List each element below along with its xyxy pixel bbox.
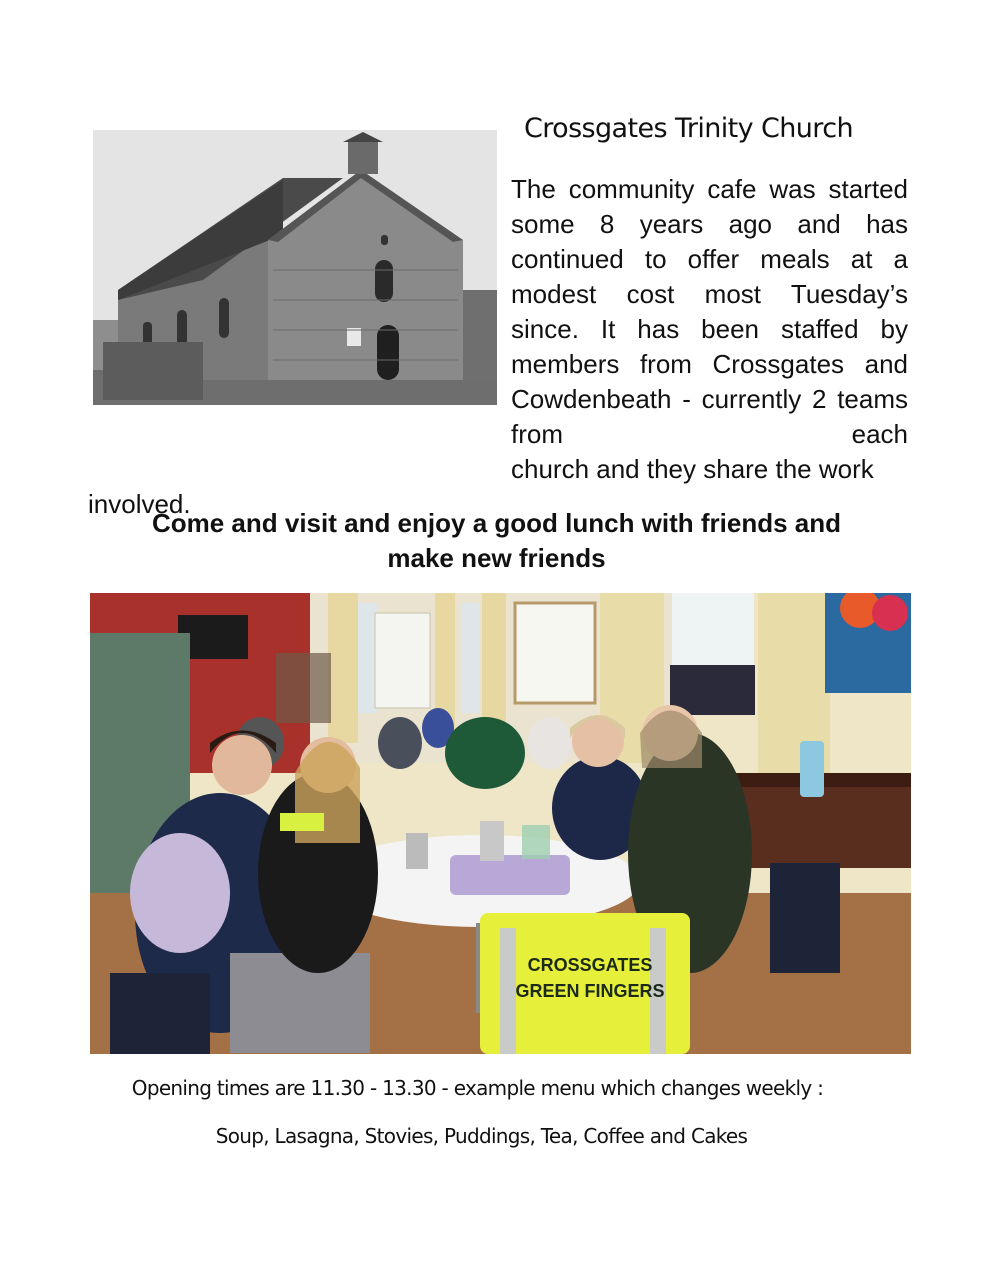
- cafe-illustration: [90, 593, 911, 1054]
- opening-times: Opening times are 11.30 - 13.30 - example menu which changes weekly :: [131, 1076, 824, 1100]
- call-to-action-line-2: make new friends: [387, 543, 606, 573]
- page-title: Crossgates Trinity Church: [524, 113, 853, 144]
- intro-paragraph: [88, 172, 908, 522]
- photo-wrap-spacer: [88, 172, 511, 454]
- menu-items: Soup, Lasagna, Stovies, Puddings, Tea, Coffee and Cakes: [215, 1124, 748, 1148]
- intro-tail-text: church and they share the work involved.: [88, 454, 874, 519]
- cafe-photo: [90, 593, 911, 1054]
- call-to-action-line-1: Come and visit and enjoy a good lunch with friends and: [151, 508, 842, 538]
- intro-lead-text: The community cafe was started some 8 years ago and has continued to offer meals at a modest cost most Tuesday’s since. It has been staffed by members from Crossgates and Cowdenbeath - currently 2 teams from each: [511, 174, 908, 449]
- call-to-action: [90, 506, 903, 576]
- vest-text-line-1: CROSSGATES: [527, 955, 653, 975]
- vest-text-line-2: GREEN FINGERS: [515, 981, 665, 1001]
